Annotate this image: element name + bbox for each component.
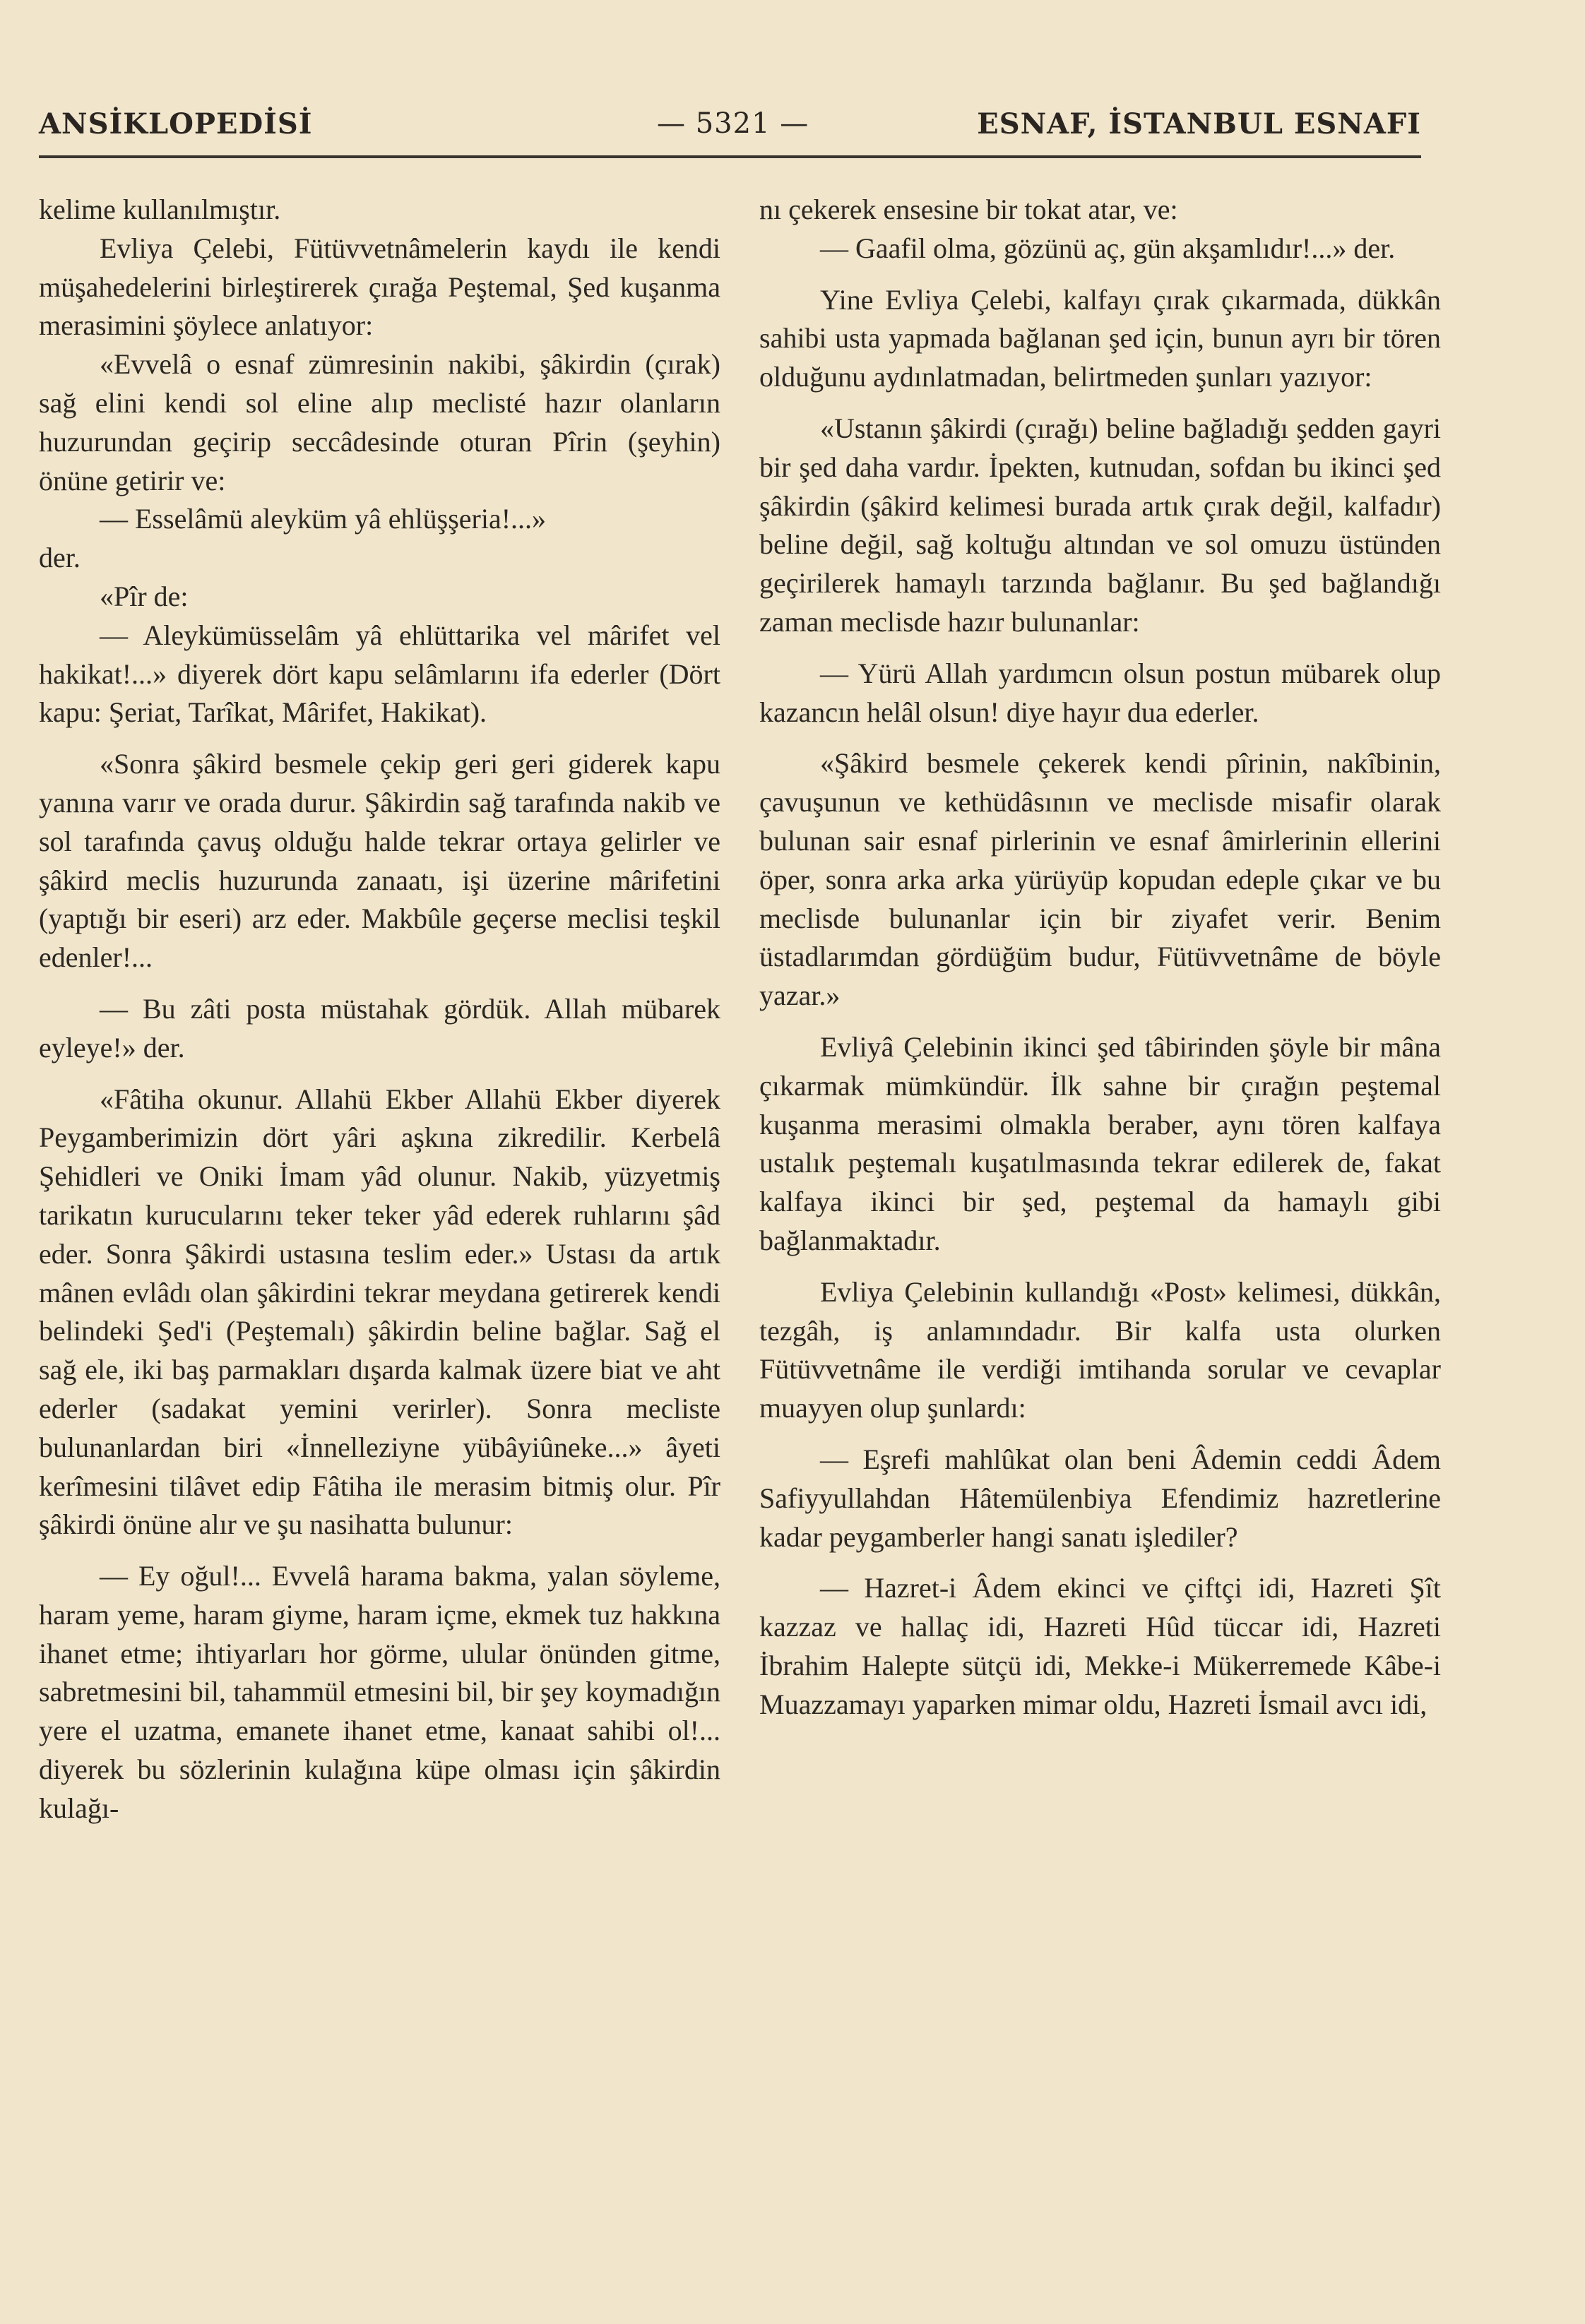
right-column [759, 191, 1441, 1724]
paragraph: «Ustanın şâkirdi (çırağı) beline bağladığı şedden gayri bir şed daha vardır. İpekten, kutnudan, sofdan bu ikinci şed şâkirdin (şâkird kelimesi burada artık çırak değil, kalfadır) beline değil, sağ koltuğu altından ve sol omuzu üstünden geçirilerek hamaylı tarzında bağlanır. Bu şed bağlandığı zaman meclisde hazır bulunanlar: [759, 412, 1441, 638]
paragraph: — Ey oğul!... Evvelâ harama bakma, yalan söyleme, haram yeme, haram giyme, haram içme, ekmek tuz hakkına ihanet etme; ihtiyarları hor görme, ulular önünden gitme, sabretmesini bil, tahammül etmesini bil, bir şey koymadığın yere el uzatma, emanete ihanet etme, kanaat sahibi ol!... diyerek bu sözlerinin kulağına küpe olması için şâkirdin kulağı- [39, 1560, 720, 1824]
header-right-title: ESNAF, İSTANBUL ESNAFI [977, 107, 1421, 141]
paragraph: — Bu zâti posta müstahak gördük. Allah mübarek eyleye!» der. [39, 992, 720, 1063]
paragraph: — Hazret-i Âdem ekinci ve çiftçi idi, Hazreti Şît kazzaz ve hallaç idi, Hazreti Hûd tüccar idi, Hazreti İbrahim Halepte sütçü idi, Mekke-i Mükerremede Kâbe-i Muazzamayı yaparken mimar oldu, Hazreti İsmail avcı idi, [759, 1572, 1441, 1720]
paragraph: Evliyâ Çelebinin ikinci şed tâbirinden şöyle bir mâna çıkarmak mümkündür. İlk sahne bir çırağın peştemal kuşanma merasimi olmakla beraber, aynı tören kalfaya ustalık peştemalı kuşatılmasında tekrar edilerek de, fakat kalfaya ikinci bir şed, peştemal da hamaylı gibi bağlanmaktadır. [759, 1030, 1441, 1256]
header-left-title: ANSİKLOPEDİSİ [39, 107, 313, 141]
paragraph: «Pîr de: [100, 580, 189, 612]
paragraph: — Esselâmü aleyküm yâ ehlüşşeria!...» [100, 503, 547, 535]
paragraph: «Sonra şâkird besmele çekip geri geri giderek kapu yanına varır ve orada durur. Şâkirdin sağ tarafında nakib ve sol tarafında çavuş olduğu halde tekrar ortaya gelirler ve şâkird meclis huzurunda zanaatı, işi üzerine mârifetini (yaptığı bir eseri) arz eder. Makbûle geçerse meclisi teşkil edenler!... [39, 748, 720, 974]
page-number: — 5321 — [657, 107, 809, 140]
paragraph: Evliya Çelebi, Fütüvvetnâmelerin kaydı ile kendi müşahedelerini birleştirerek çırağa Peştemal, Şed kuşanma merasimini şöylece anlatıyor: [39, 232, 720, 342]
paragraph: nı çekerek ensesine bir tokat atar, ve: [759, 193, 1178, 225]
paragraph: «Şâkird besmele çekerek kendi pîrinin, nakîbinin, çavuşunun ve kethüdâsının ve meclisde misafir olarak bulunan sair esnaf pirlerinin ve esnaf âmirlerinin ellerini öper, sonra arka arka yürüyüp kopudan edeple çıkar ve bu meclisde bulunanlar için bir ziyafet verir. Benim üstadlarımdan gördüğüm budur, Fütüvvetnâme de böyle yazar.» [759, 747, 1441, 1012]
paragraph: Evliya Çelebinin kullandığı «Post» kelimesi, dükkân, tezgâh, iş anlamındadır. Bir kalfa usta olurken Fütüvvetnâme ile verdiği imtihanda sorular ve cevaplar muayyen olup şunlardı: [759, 1275, 1441, 1424]
running-header [39, 106, 1421, 158]
left-column [39, 191, 720, 1828]
paragraph: — Yürü Allah yardımcın olsun postun mübarek olup kazancın helâl olsun! diye hayır dua ederler. [759, 657, 1441, 728]
paragraph: — Aleykümüsselâm yâ ehlüttarika vel mârifet vel hakikat!...» diyerek dört kapu selâmlarını ifa ederler (Dört kapu: Şeriat, Tarîkat, Mârifet, Hakikat). [39, 619, 720, 729]
paragraph: — Gaafil olma, gözünü aç, gün akşamlıdır!...» der. [820, 232, 1396, 264]
paragraph: Yine Evliya Çelebi, kalfayı çırak çıkarmada, dükkân sahibi usta yapmada bağlanan şed için, bunun ayrı bir tören olduğunu aydınlatmadan, belirtmeden şunları yazıyor: [759, 283, 1441, 393]
paragraph: «Fâtiha okunur. Allahü Ekber Allahü Ekber diyerek Peygamberimizin dört yâri aşkına zikredilir. Kerbelâ Şehidleri ve Oniki İmam yâd olunur. Nakib, yüzyetmiş tarikatın kurucularını teker teker yâd ederek ruhlarını şâd eder. Sonra Şâkirdi ustasına teslim eder.» Ustası da artık mânen evlâdı olan şâkirdini tekrar meydana getirerek kendi belindeki Şed'i (Peştemalı) şâkirdin beline bağlar. Sağ el sağ ele, iki baş parmakları dışarda kalmak üzere biat ve aht ederler (sadakat yemini verirler). Sonra mecliste bulunanlardan biri «İnnelleziyne yübâyiûneke...» âyeti kerîmesini tilâvet edip Fâtiha ile merasim bitmiş olur. Pîr şâkirdi önüne alır ve şu nasihatta bulunur: [39, 1083, 720, 1541]
paragraph: «Evvelâ o esnaf zümresinin nakibi, şâkirdin (çırak) sağ elini kendi sol eline alıp meclisté hazır olanların huzurundan geçirip seccâdesinde oturan Pîrin (şeyhin) önüne getirir ve: [39, 348, 720, 496]
paragraph: — Eşrefi mahlûkat olan beni Âdemin ceddi Âdem Safiyyullahdan Hâtemülenbiya Efendimiz hazretlerine kadar peygamberler hangi sanatı işlediler? [759, 1443, 1441, 1553]
paragraph: der. [39, 542, 81, 574]
paragraph: kelime kullanılmıştır. [39, 193, 281, 225]
